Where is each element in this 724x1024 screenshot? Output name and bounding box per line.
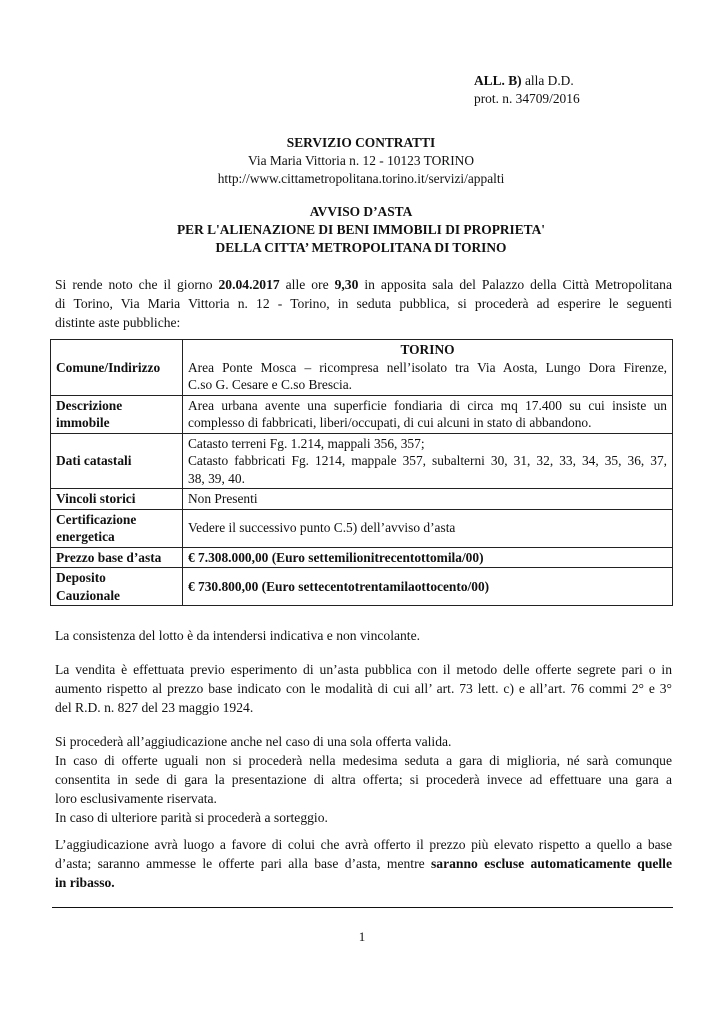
page-number: 1 [358,929,366,944]
energy-certification-label-line-1: Certificazione [56,511,137,527]
sale-line-3: del R.D. n. 827 del 23 maggio 1924. [55,700,254,715]
historic-constraints-label: Vincoli storici [51,489,183,510]
notice-title [50,203,672,257]
table-row [51,433,673,489]
table-row [51,340,673,396]
award-paragraph [55,732,672,827]
table-row [51,509,673,547]
footer-rule [52,907,673,908]
comune-label: Comune/Indirizzo [51,340,183,396]
description-label [51,395,183,433]
favor-line-3: in ribasso. [55,875,115,890]
favor-line-1: L’aggiudicazione avrà luogo a favore di colui che avrà offerto il prezzo più elevato rispetto a quello a base [55,837,672,852]
office-header [50,134,672,188]
energy-certification-label [51,509,183,547]
consistency-paragraph: La consistenza del lotto è da intendersi indicativa e non vincolante. [55,628,421,643]
security-deposit-value: € 730.800,00 (Euro settecentotrentamilaottocento/00) [183,568,673,606]
base-price-value: € 7.308.000,00 (Euro settemilionitrecentottomila/00) [183,547,673,568]
description-label-line-2: immobile [56,415,110,430]
intro-line-1 [55,275,672,294]
security-deposit-label-line-2: Cauzionale [56,587,120,603]
award-line-4: loro esclusivamente riservata. [55,791,217,806]
cadastral-value-line-2: Catasto fabbricati Fg. 1214, mappale 357, subalterni 30, 31, 32, 33, 34, 35, 36, 37, [188,453,667,468]
protocol-number: prot. n. 34709/2016 [474,91,580,106]
lot-table [50,339,673,606]
document-reference [474,72,580,108]
intro-line-2: di Torino, Via Maria Vittoria n. 12 - Torino, in seduta pubblica, si procederà ad esperire le seguenti [55,296,672,311]
description-value-line-2: complesso di fabbricati, liberi/occupati, di cui alcuni in stato di abbandono. [188,415,592,430]
table-row [51,489,673,510]
description-label-line-1: Descrizione [56,397,123,413]
award-line-2: In caso di offerte uguali non si procederà nella medesima seduta a gara di miglioria, né sarà comunque [55,753,672,768]
favor-line-2-text: d’asta; saranno ammesse le offerte pari alla base d’asta, mentre [55,856,431,871]
attachment-label: ALL. B) [474,73,522,88]
table-row [51,568,673,606]
intro-line-3: distinte aste pubbliche: [55,315,181,330]
security-deposit-label-line-1: Deposito [56,570,106,585]
table-row [51,395,673,433]
historic-constraints-value: Non Presenti [183,489,673,510]
cadastral-label: Dati catastali [51,433,183,489]
comune-value-line-2: C.so G. Cesare e C.so Brescia. [188,377,353,392]
office-url[interactable]: http://www.cittametropolitana.torino.it/servizi/appalti [217,171,505,186]
sale-paragraph [55,660,672,717]
office-title: SERVIZIO CONTRATTI [286,135,436,150]
intro-text-b: alle ore [279,277,335,292]
sale-line-1: La vendita è effettuata previo esperimento di un’asta pubblica con il metodo delle offerte segrete pari o in [55,662,672,677]
comune-value [183,340,673,396]
cadastral-value-line-3: 38, 39, 40. [188,470,245,486]
table-row [51,547,673,568]
favor-paragraph [55,835,672,892]
comune-city: TORINO [400,342,455,357]
favor-line-2-bold: saranno escluse automaticamente quelle [430,856,672,871]
attachment-reference [474,72,580,90]
award-line-3: consentita in sede di gara la presentazione di altra offerta; si procederà invece ad effettuare una gara a [55,772,672,787]
auction-date: 20.04.2017 [218,277,280,292]
energy-certification-value: Vedere il successivo punto C.5) dell’avviso d’asta [183,509,673,547]
base-price-label: Prezzo base d’asta [51,547,183,568]
award-line-1: Si procederà all’aggiudicazione anche nel caso di una sola offerta valida. [55,734,452,749]
sale-line-2: aumento rispetto al prezzo base indicato con le modalità di cui all’ art. 73 lett. c) e all’art. 76 commi 2° e 3° [55,681,672,696]
description-value [183,395,673,433]
office-address: Via Maria Vittoria n. 12 - 10123 TORINO [247,153,474,168]
auction-time: 9,30 [334,277,359,292]
attachment-rest: alla D.D. [521,73,574,88]
notice-title-line-1: AVVISO D’ASTA [309,204,413,219]
energy-certification-label-line-2: energetica [56,529,115,544]
notice-title-line-3: DELLA CITTA’ METROPOLITANA DI TORINO [215,240,507,255]
intro-text-a: Si rende noto che il giorno [55,277,219,292]
cadastral-value-line-1: Catasto terreni Fg. 1.214, mappali 356, 357; [188,435,425,451]
intro-text-c: in apposita sala del Palazzo della Città Metropolitana [358,277,672,292]
cadastral-value [183,433,673,489]
intro-paragraph [55,275,672,332]
favor-line-2 [55,854,672,873]
comune-value-line-1: Area Ponte Mosca – ricompresa nell’isolato tra Via Aosta, Lungo Dora Firenze, [188,359,667,375]
notice-title-line-2: PER L'ALIENAZIONE DI BENI IMMOBILI DI PROPRIETA' [176,222,546,237]
description-value-line-1: Area urbana avente una superficie fondiaria di circa mq 17.400 su cui insiste un [188,397,667,413]
security-deposit-label [51,568,183,606]
award-line-5: In caso di ulteriore parità si procederà a sorteggio. [55,810,328,825]
